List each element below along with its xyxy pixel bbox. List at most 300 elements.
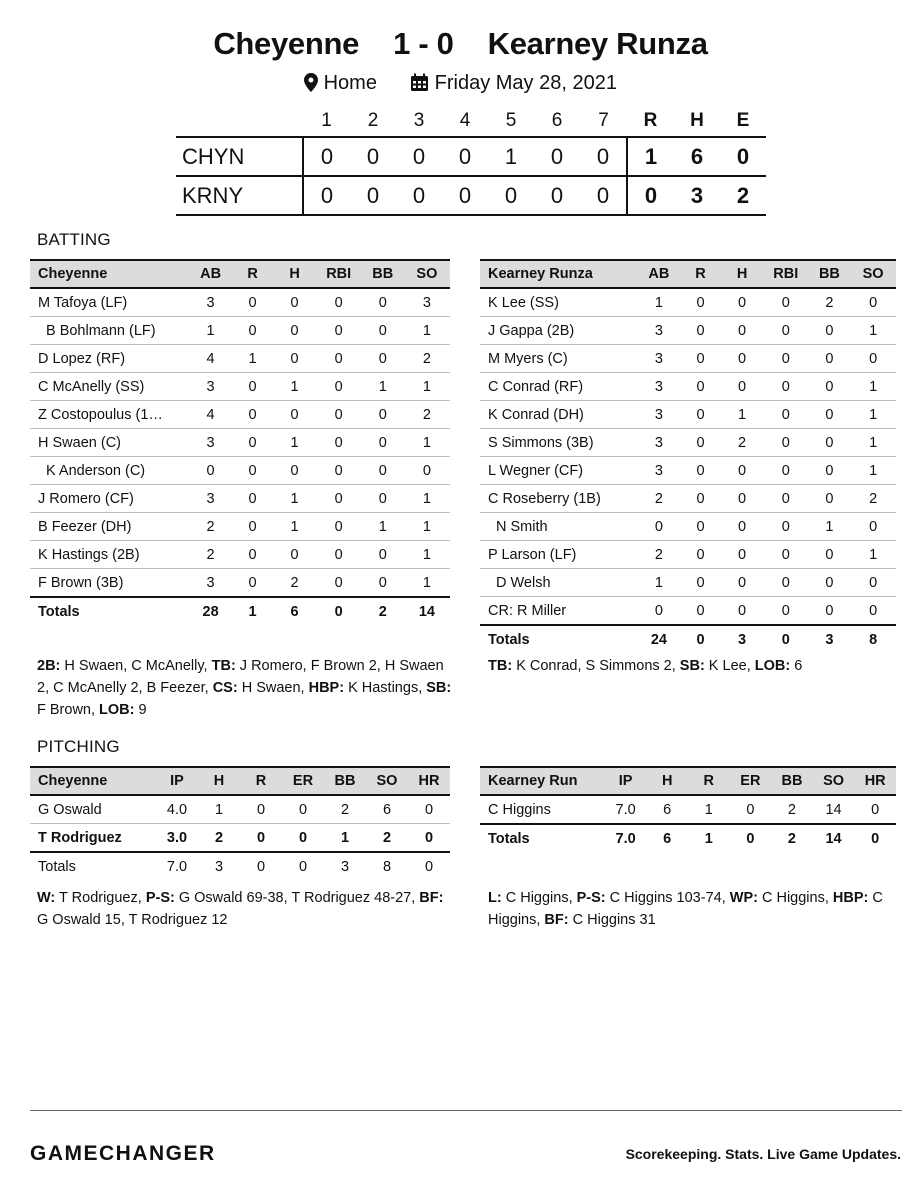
inning-score: 0: [350, 176, 396, 215]
note-label: W:: [37, 890, 56, 906]
stat-cell: 0: [362, 401, 404, 429]
pitching-notes-home: [488, 887, 898, 931]
stat-column-header: ER: [282, 767, 324, 795]
stat-cell: 3: [638, 457, 680, 485]
stat-column-header: R: [232, 260, 274, 288]
player-name: H Swaen (C): [30, 429, 190, 457]
stat-cell: 0: [763, 597, 809, 626]
stat-cell: 0: [721, 288, 763, 317]
inning-score: 0: [442, 176, 488, 215]
note-text: C Higgins 103-74,: [605, 890, 730, 906]
totals-label: Totals: [480, 625, 638, 653]
stat-cell: 2: [324, 795, 366, 824]
footer-tagline: Scorekeeping. Stats. Live Game Updates.: [625, 1146, 901, 1162]
total-cell: 0: [408, 852, 450, 880]
footer-divider: [30, 1110, 902, 1111]
total-cell: 28: [190, 597, 232, 625]
runs-total: 0: [627, 176, 674, 215]
stat-cell: 0: [721, 457, 763, 485]
stat-cell: 1: [688, 795, 730, 824]
batter-row: [480, 429, 896, 457]
stat-cell: 1: [850, 541, 896, 569]
totals-label: Totals: [30, 852, 156, 880]
total-cell: 6: [274, 597, 316, 625]
stat-column-header: R: [240, 767, 282, 795]
stat-column-header: BB: [809, 260, 851, 288]
inning-score: 0: [303, 176, 350, 215]
stat-cell: 1: [638, 288, 680, 317]
stat-cell: 1: [274, 513, 316, 541]
batting-header-row: [30, 260, 450, 288]
stat-cell: 3: [190, 288, 232, 317]
stat-cell: 0: [763, 541, 809, 569]
stat-cell: 1: [404, 485, 450, 513]
stat-cell: 0: [408, 795, 450, 824]
stat-cell: 0: [638, 513, 680, 541]
stat-cell: 2: [404, 401, 450, 429]
line-score-header: [176, 106, 766, 137]
note-text: T Rodriguez,: [55, 890, 146, 906]
stat-cell: 4: [190, 345, 232, 373]
stat-cell: 1: [274, 485, 316, 513]
batter-row: [30, 288, 450, 317]
player-name: G Oswald: [30, 795, 156, 824]
stat-column-header: ER: [730, 767, 772, 795]
totals-row: [30, 597, 450, 625]
stat-cell: 14: [813, 795, 855, 824]
runs-total: 1: [627, 137, 674, 176]
stat-cell: 0: [721, 373, 763, 401]
totals-label: Totals: [480, 824, 605, 852]
total-cell: 0: [730, 824, 772, 852]
stat-cell: 0: [362, 485, 404, 513]
stat-cell: 4: [190, 401, 232, 429]
note-label: TB:: [488, 658, 513, 674]
stat-cell: 0: [316, 345, 362, 373]
stat-cell: 3.0: [156, 824, 198, 853]
stat-cell: 0: [274, 345, 316, 373]
total-cell: 2: [362, 597, 404, 625]
stat-cell: 0: [809, 457, 851, 485]
line-score-row-home: [176, 176, 766, 215]
stat-cell: 0: [362, 541, 404, 569]
note-text: C Higgins,: [501, 890, 577, 906]
stat-cell: 1: [324, 824, 366, 853]
stat-cell: 0: [730, 795, 772, 824]
stat-cell: 0: [362, 457, 404, 485]
batter-row: [480, 345, 896, 373]
stat-cell: 0: [316, 317, 362, 345]
stat-cell: 0: [763, 513, 809, 541]
stat-cell: 0: [408, 824, 450, 853]
note-text: G Oswald 69-38, T Rodriguez 48-27,: [174, 890, 420, 906]
stat-cell: 1: [809, 513, 851, 541]
stat-cell: 0: [850, 513, 896, 541]
stat-cell: 2: [771, 795, 813, 824]
player-name: C Roseberry (1B): [480, 485, 638, 513]
pitching-section-title: PITCHING: [37, 737, 120, 756]
batter-row: [30, 541, 450, 569]
stat-column-header: IP: [156, 767, 198, 795]
note-label: CS:: [212, 680, 238, 696]
batter-row: [480, 485, 896, 513]
stat-cell: 1: [638, 569, 680, 597]
total-cell: 2: [771, 824, 813, 852]
total-cell: 0: [763, 625, 809, 653]
stat-column-header: H: [721, 260, 763, 288]
inning-score: 0: [350, 137, 396, 176]
totals-row: [480, 824, 896, 852]
stat-cell: 0: [316, 541, 362, 569]
player-name: J Romero (CF): [30, 485, 190, 513]
pitcher-row: [30, 795, 450, 824]
batter-row: [30, 485, 450, 513]
stat-cell: 0: [763, 401, 809, 429]
stat-cell: 0: [809, 597, 851, 626]
total-cell: 3: [809, 625, 851, 653]
stat-cell: 0: [721, 541, 763, 569]
errors-total: 0: [720, 137, 766, 176]
stat-cell: 2: [638, 485, 680, 513]
stat-cell: 1: [404, 541, 450, 569]
inning-score: 0: [488, 176, 534, 215]
line-score-team: KRNY: [176, 176, 303, 215]
stat-cell: 0: [282, 795, 324, 824]
gamechanger-logo: GAMECHANGER: [30, 1142, 216, 1165]
stat-cell: 2: [721, 429, 763, 457]
stat-column-header: BB: [324, 767, 366, 795]
stat-cell: 1: [404, 373, 450, 401]
batter-row: [480, 457, 896, 485]
inning-header: 1: [321, 110, 332, 131]
note-text: C Higgins,: [757, 890, 833, 906]
note-label: L:: [488, 890, 502, 906]
note-text: H Swaen, C McAnelly,: [60, 658, 212, 674]
batting-table-away: [30, 259, 450, 625]
player-name: Z Costopoulus (1…: [30, 401, 190, 429]
player-name: P Larson (LF): [480, 541, 638, 569]
stat-cell: 0: [680, 485, 722, 513]
total-cell: 1: [688, 824, 730, 852]
inning-score: 0: [580, 137, 627, 176]
stat-column-header: AB: [190, 260, 232, 288]
total-cell: 3: [324, 852, 366, 880]
stat-cell: 0: [680, 317, 722, 345]
inning-score: 0: [534, 176, 580, 215]
stat-cell: 0: [763, 317, 809, 345]
stat-column-header: H: [274, 260, 316, 288]
stat-column-header: R: [680, 260, 722, 288]
batter-row: [480, 373, 896, 401]
stat-cell: 0: [680, 429, 722, 457]
stat-cell: 0: [232, 485, 274, 513]
stat-cell: 0: [274, 401, 316, 429]
note-text: 6: [790, 658, 803, 674]
game-location: Home: [323, 72, 377, 94]
player-name: L Wegner (CF): [480, 457, 638, 485]
note-text: K Hastings,: [344, 680, 427, 696]
stat-cell: 0: [809, 541, 851, 569]
stat-cell: 3: [404, 288, 450, 317]
batter-row: [480, 597, 896, 626]
stat-cell: 0: [850, 288, 896, 317]
total-cell: 24: [638, 625, 680, 653]
totals-label: Totals: [30, 597, 190, 625]
stat-cell: 0: [240, 824, 282, 853]
inning-header: 5: [505, 110, 517, 131]
player-name: D Lopez (RF): [30, 345, 190, 373]
stat-cell: 0: [362, 288, 404, 317]
stat-cell: 0: [680, 401, 722, 429]
note-label: WP:: [729, 890, 758, 906]
stat-cell: 0: [282, 824, 324, 853]
stat-cell: 0: [809, 373, 851, 401]
stat-cell: 0: [316, 373, 362, 401]
stat-cell: 0: [232, 457, 274, 485]
batter-row: [30, 513, 450, 541]
stat-cell: 0: [680, 513, 722, 541]
stat-cell: 0: [274, 317, 316, 345]
stat-cell: 0: [362, 317, 404, 345]
stat-cell: 3: [638, 373, 680, 401]
player-name: B Feezer (DH): [30, 513, 190, 541]
stat-column-header: SO: [404, 260, 450, 288]
pitching-notes-away: [37, 887, 457, 931]
batter-row: [30, 429, 450, 457]
note-label: SB:: [426, 680, 452, 696]
stat-cell: 1: [198, 795, 240, 824]
stat-cell: 0: [809, 317, 851, 345]
stat-cell: 0: [362, 345, 404, 373]
stat-cell: 0: [809, 429, 851, 457]
player-name: F Brown (3B): [30, 569, 190, 598]
pitching-header-row: [30, 767, 450, 795]
inning-header: 3: [413, 110, 425, 131]
batter-row: [480, 569, 896, 597]
stat-cell: 0: [232, 513, 274, 541]
stat-cell: 0: [763, 345, 809, 373]
totals-row: [30, 852, 450, 880]
pitcher-row: [30, 824, 450, 853]
game-date: Friday May 28, 2021: [434, 72, 617, 94]
stat-cell: 2: [190, 513, 232, 541]
note-label: TB:: [211, 658, 236, 674]
batter-row: [480, 317, 896, 345]
stat-cell: 0: [680, 569, 722, 597]
stat-cell: 0: [850, 597, 896, 626]
runs-header: R: [643, 110, 658, 131]
player-name: K Hastings (2B): [30, 541, 190, 569]
note-label: P-S:: [576, 890, 606, 906]
note-text: H Swaen,: [237, 680, 309, 696]
inning-header: 6: [551, 110, 563, 131]
stat-cell: 0: [240, 795, 282, 824]
line-score-table: [176, 106, 766, 216]
stat-column-header: HR: [408, 767, 450, 795]
away-team-name: Cheyenne: [213, 26, 360, 61]
stat-cell: 0: [232, 288, 274, 317]
game-info: [0, 72, 921, 98]
hits-total: 3: [674, 176, 720, 215]
stat-cell: 1: [362, 373, 404, 401]
batter-row: [30, 317, 450, 345]
batting-table-home: [480, 259, 896, 653]
stat-cell: 0: [274, 457, 316, 485]
player-name: C Higgins: [480, 795, 605, 824]
stat-cell: 0: [232, 373, 274, 401]
stat-cell: 0: [721, 569, 763, 597]
stat-cell: 3: [638, 429, 680, 457]
totals-row: [480, 625, 896, 653]
stat-cell: 0: [763, 288, 809, 317]
player-name: K Anderson (C): [30, 457, 190, 485]
total-cell: 7.0: [605, 824, 647, 852]
inning-score: 0: [442, 137, 488, 176]
player-name: B Bohlmann (LF): [30, 317, 190, 345]
player-name: T Rodriguez: [30, 824, 156, 853]
stat-cell: 2: [850, 485, 896, 513]
stat-cell: 0: [232, 401, 274, 429]
stat-cell: 0: [680, 541, 722, 569]
map-pin-icon: [304, 73, 318, 98]
errors-total: 2: [720, 176, 766, 215]
stat-cell: 0: [680, 345, 722, 373]
total-cell: 14: [404, 597, 450, 625]
batter-row: [30, 373, 450, 401]
batter-row: [480, 513, 896, 541]
stat-cell: 3: [190, 569, 232, 598]
stat-cell: 1: [404, 513, 450, 541]
stat-cell: 3: [190, 373, 232, 401]
stat-cell: 0: [763, 457, 809, 485]
inning-header: 2: [367, 110, 379, 131]
total-cell: 6: [646, 824, 688, 852]
stat-cell: 1: [850, 457, 896, 485]
stat-cell: 0: [316, 457, 362, 485]
player-name: J Gappa (2B): [480, 317, 638, 345]
pitching-table-away: [30, 766, 450, 880]
stat-cell: 1: [850, 401, 896, 429]
stat-cell: 2: [190, 541, 232, 569]
stat-cell: 0: [809, 485, 851, 513]
player-name: K Conrad (DH): [480, 401, 638, 429]
pitching-table-home: [480, 766, 896, 852]
stat-cell: 3: [638, 401, 680, 429]
inning-score: 1: [488, 137, 534, 176]
batter-row: [30, 401, 450, 429]
stat-cell: 1: [362, 513, 404, 541]
stat-cell: 1: [404, 317, 450, 345]
hits-header: H: [690, 110, 704, 131]
final-score: 1 - 0: [393, 26, 454, 61]
inning-header: 7: [598, 110, 609, 131]
team-column-header: Kearney Runza: [480, 260, 638, 288]
stat-cell: 0: [232, 317, 274, 345]
note-label: HBP:: [308, 680, 345, 696]
stat-cell: 3: [638, 345, 680, 373]
inning-score: 0: [396, 137, 442, 176]
note-label: LOB:: [754, 658, 791, 674]
game-title: [0, 26, 921, 62]
inning-score: 0: [303, 137, 350, 176]
note-text: 9: [134, 702, 147, 718]
batter-row: [30, 569, 450, 598]
total-cell: 0: [282, 852, 324, 880]
stat-cell: 0: [362, 429, 404, 457]
player-name: M Myers (C): [480, 345, 638, 373]
player-name: C Conrad (RF): [480, 373, 638, 401]
pitcher-row: [480, 795, 896, 824]
stat-cell: 0: [721, 345, 763, 373]
note-text: C Higgins 31: [568, 912, 656, 928]
note-text: K Lee,: [704, 658, 755, 674]
stat-cell: 1: [850, 373, 896, 401]
note-label: 2B:: [37, 658, 61, 674]
stat-cell: 1: [404, 569, 450, 598]
note-text: K Conrad, S Simmons 2,: [512, 658, 680, 674]
total-cell: 1: [232, 597, 274, 625]
stat-column-header: R: [688, 767, 730, 795]
total-cell: 0: [854, 824, 896, 852]
calendar-icon: [410, 73, 429, 98]
stat-cell: 0: [316, 513, 362, 541]
player-name: K Lee (SS): [480, 288, 638, 317]
line-score-row-away: [176, 137, 766, 176]
stat-cell: 1: [190, 317, 232, 345]
stat-cell: 2: [198, 824, 240, 853]
stat-cell: 7.0: [605, 795, 647, 824]
stat-cell: 0: [316, 569, 362, 598]
total-cell: 0: [680, 625, 722, 653]
player-name: N Smith: [480, 513, 638, 541]
player-name: CR: R Miller: [480, 597, 638, 626]
note-text: C Higgins,: [488, 890, 883, 928]
stat-cell: 0: [680, 288, 722, 317]
errors-header: E: [736, 110, 750, 131]
stat-cell: 1: [232, 345, 274, 373]
total-cell: 3: [198, 852, 240, 880]
inning-score: 0: [534, 137, 580, 176]
player-name: D Welsh: [480, 569, 638, 597]
note-label: BF:: [419, 890, 444, 906]
stat-cell: 0: [721, 317, 763, 345]
stat-cell: 2: [809, 288, 851, 317]
stat-cell: 1: [404, 429, 450, 457]
stat-cell: 0: [680, 457, 722, 485]
note-label: BF:: [544, 912, 569, 928]
stat-cell: 1: [274, 373, 316, 401]
player-name: S Simmons (3B): [480, 429, 638, 457]
batting-notes-away: [37, 655, 457, 721]
total-cell: 8: [366, 852, 408, 880]
stat-cell: 0: [721, 485, 763, 513]
inning-score: 0: [396, 176, 442, 215]
inning-score: 0: [580, 176, 627, 215]
note-label: SB:: [679, 658, 705, 674]
team-column-header: Kearney Run: [480, 767, 605, 795]
total-cell: 3: [721, 625, 763, 653]
batter-row: [30, 457, 450, 485]
stat-cell: 3: [638, 317, 680, 345]
stat-column-header: RBI: [316, 260, 362, 288]
stat-cell: 0: [850, 569, 896, 597]
stat-cell: 0: [809, 401, 851, 429]
note-text: F Brown,: [37, 702, 100, 718]
total-cell: 14: [813, 824, 855, 852]
stat-cell: 6: [366, 795, 408, 824]
note-label: LOB:: [99, 702, 135, 718]
stat-cell: 0: [721, 513, 763, 541]
